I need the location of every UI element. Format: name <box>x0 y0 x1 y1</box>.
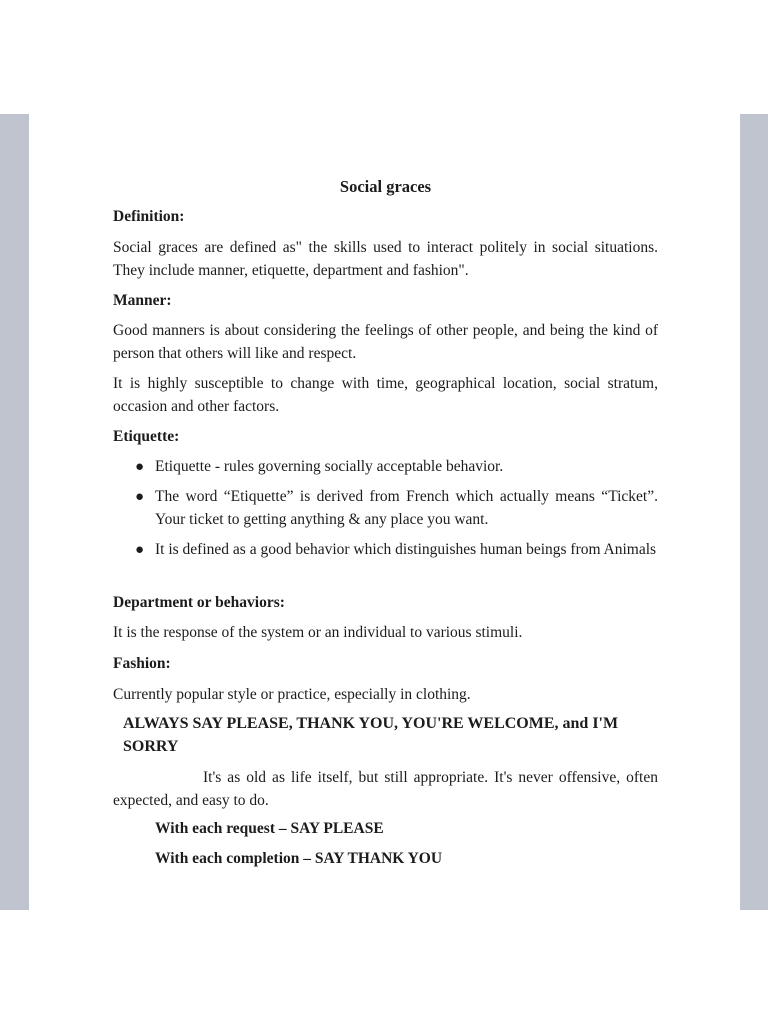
department-heading: Department or behaviors: <box>113 594 285 611</box>
say-thank-you-line: With each completion – SAY THANK YOU <box>155 850 443 867</box>
etiquette-heading: Etiquette: <box>113 428 180 445</box>
etiquette-bullet-3: It is defined as a good behavior which distinguishes human beings from Animals <box>155 541 657 558</box>
list-item <box>113 486 658 531</box>
manner-paragraph-1: Good manners is about considering the feelings of other people, and being the kind of person that others will like and respect. <box>113 322 658 362</box>
fashion-heading: Fashion: <box>113 655 171 672</box>
etiquette-bullet-1: Etiquette - rules governing socially acceptable behavior. <box>155 458 504 475</box>
bullet-icon: ● <box>135 489 145 505</box>
document-title: Social graces <box>339 177 432 196</box>
manner-heading: Manner: <box>113 292 172 309</box>
fashion-text: Currently popular style or practice, especially in clothing. <box>113 686 471 703</box>
say-please-line: With each request – SAY PLEASE <box>155 820 384 837</box>
right-page-margin <box>740 114 768 910</box>
manner-paragraph-2: It is highly susceptible to change with time, geographical location, social stratum, occasion and other factors. <box>113 375 658 415</box>
definition-heading: Definition: <box>113 208 185 225</box>
department-text: It is the response of the system or an individual to various stimuli. <box>113 624 523 641</box>
etiquette-bullet-2: The word “Etiquette” is derived from French which actually means “Ticket”. Your ticket to getting anything & any place you want. <box>155 488 658 528</box>
bullet-icon: ● <box>135 459 145 475</box>
left-page-margin <box>0 114 29 910</box>
always-say-heading: ALWAYS SAY PLEASE, THANK YOU, YOU'RE WELCOME, and I'M SORRY <box>123 715 619 755</box>
list-item <box>113 456 658 479</box>
old-as-life-paragraph: It's as old as life itself, but still appropriate. It's never offensive, often expected, and easy to do. <box>113 769 658 809</box>
definition-text: Social graces are defined as" the skills used to interact politely in social situations. They include manner, etiquette, department and fashion". <box>113 239 658 279</box>
list-item <box>113 539 658 562</box>
bullet-icon: ● <box>135 542 145 558</box>
